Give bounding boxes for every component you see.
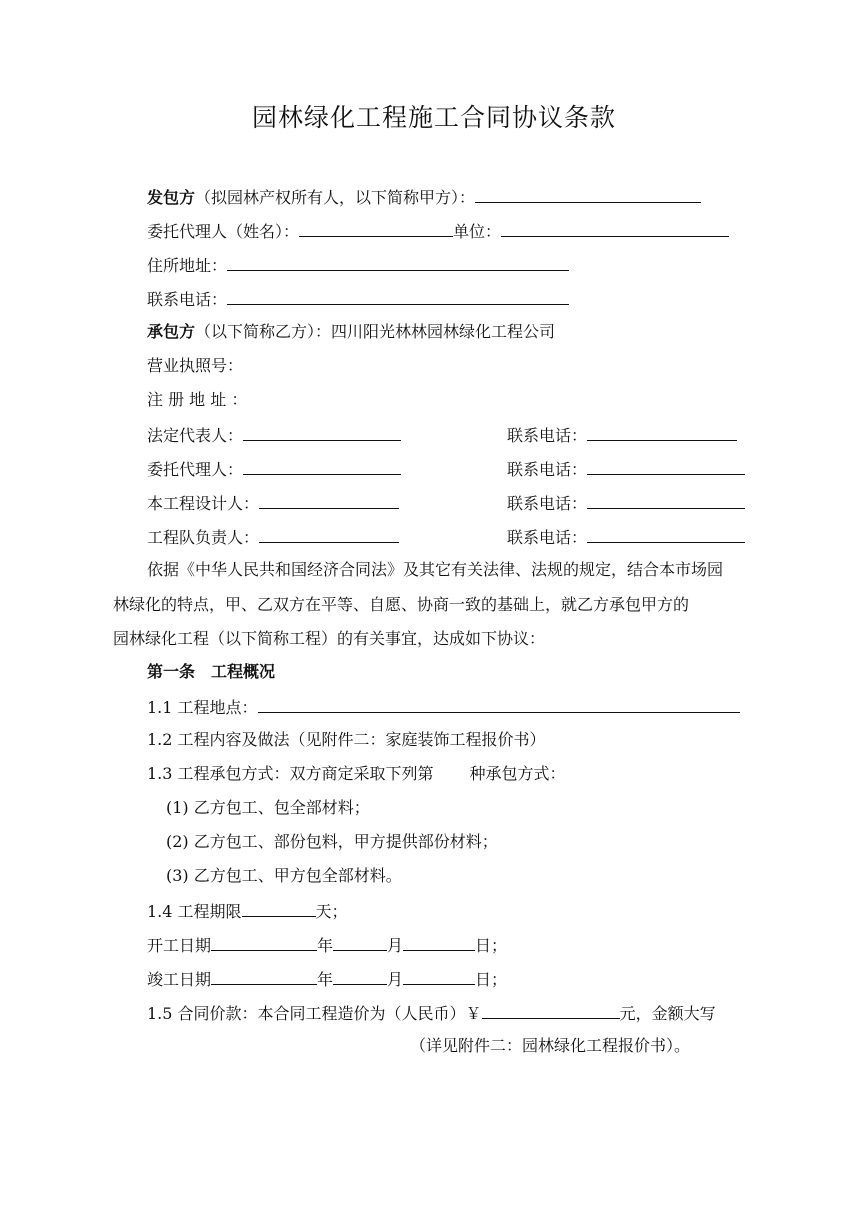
- start-day-unit: 日；: [475, 936, 508, 955]
- end-year-field[interactable]: [211, 968, 317, 985]
- party-b-agent-field[interactable]: [243, 458, 401, 475]
- legal-rep-phone-label: 联系电话：: [507, 426, 588, 445]
- article-1-heading: 第一条 工程概况: [147, 662, 276, 681]
- item-1-3-suffix: 种承包方式：: [469, 764, 566, 783]
- page-title: 园林绿化工程施工合同协议条款: [251, 103, 616, 132]
- team-leader-phone-field[interactable]: [587, 526, 745, 543]
- legal-rep-phone-field[interactable]: [587, 424, 737, 441]
- team-leader-phone-line: [507, 526, 745, 548]
- party-b-desc: （以下简称乙方）：四川阳光林林园林绿化工程公司: [195, 322, 556, 341]
- legal-rep-label: 法定代表人：: [147, 426, 244, 445]
- start-year-field[interactable]: [211, 934, 317, 951]
- party-b-legal-rep-line: [147, 424, 401, 446]
- item-1-2: 1.2 工程内容及做法（见附件二：家庭装饰工程报价书）: [147, 730, 546, 749]
- party-a-phone-label: 联系电话：: [147, 290, 228, 309]
- designer-label: 本工程设计人：: [147, 494, 260, 513]
- start-day-field[interactable]: [403, 934, 475, 951]
- team-leader-field[interactable]: [259, 526, 399, 543]
- item-1-5-unit: 元，金额大写: [619, 1004, 716, 1023]
- legal-rep-field[interactable]: [243, 424, 401, 441]
- start-year-unit: 年: [317, 936, 334, 955]
- designer-field[interactable]: [259, 492, 399, 509]
- option-2: (2) 乙方包工、部份包料，甲方提供部份材料；: [166, 832, 498, 851]
- party-a-phone-field[interactable]: [227, 288, 569, 305]
- item-1-4-label: 1.4 工程期限: [147, 902, 242, 921]
- party-a-desc: （拟园林产权所有人，以下简称甲方）：: [195, 188, 476, 207]
- item-1-4-unit: 天；: [315, 902, 348, 921]
- party-a-address-label: 住所地址：: [147, 256, 228, 275]
- team-leader-line: [147, 526, 399, 548]
- end-date-line: [147, 968, 507, 990]
- project-location-field[interactable]: [258, 696, 740, 713]
- contract-price-field[interactable]: [482, 1002, 620, 1019]
- party-b-reg-address-line: [147, 390, 247, 410]
- preamble-line-2: 林绿化的特点，甲、乙双方在平等、自愿、协商一致的基础上，就乙方承包甲方的: [113, 595, 690, 614]
- team-leader-phone-label: 联系电话：: [507, 528, 588, 547]
- party-a-agent-label: 委托代理人（姓名）：: [147, 222, 300, 241]
- end-month-unit: 月: [387, 970, 404, 989]
- party-b-agent-line: [147, 458, 401, 480]
- end-month-field[interactable]: [333, 968, 387, 985]
- option-3: (3) 乙方包工、甲方包全部材料。: [166, 866, 402, 885]
- party-a-label: 发包方: [147, 188, 196, 207]
- designer-phone-line: [507, 492, 745, 514]
- item-1-4-line: [147, 900, 348, 922]
- item-1-1-label: 1.1 工程地点：: [147, 698, 258, 717]
- party-a-line: [147, 186, 701, 208]
- party-a-address-field[interactable]: [227, 254, 569, 271]
- party-a-unit-field[interactable]: [501, 220, 729, 237]
- party-a-unit-label: 单位：: [453, 222, 502, 241]
- item-1-1-line: [147, 696, 740, 718]
- designer-phone-field[interactable]: [587, 492, 745, 509]
- party-a-agent-field[interactable]: [299, 220, 453, 237]
- party-a-address-line: [147, 254, 569, 276]
- legal-rep-phone-line: [507, 424, 737, 446]
- designer-phone-label: 联系电话：: [507, 494, 588, 513]
- team-leader-label: 工程队负责人：: [147, 528, 260, 547]
- party-b-license-label: 营业执照号：: [147, 356, 244, 375]
- start-date-line: [147, 934, 507, 956]
- party-b-agent-label: 委托代理人：: [147, 460, 244, 479]
- party-a-phone-line: [147, 288, 569, 310]
- end-day-unit: 日；: [475, 970, 508, 989]
- party-b-license-line: [147, 356, 243, 376]
- party-a-agent-line: [147, 220, 729, 242]
- preamble-line-3: 园林绿化工程（以下简称工程）的有关事宜，达成如下协议：: [113, 629, 546, 648]
- item-1-5-note: （详见附件二：园林绿化工程报价书）。: [410, 1036, 691, 1055]
- start-month-field[interactable]: [333, 934, 387, 951]
- item-1-5-line: [147, 1002, 716, 1024]
- party-b-agent-phone-line: [507, 458, 745, 480]
- party-a-name-field[interactable]: [475, 186, 701, 203]
- party-b-reg-address-label: 注 册 地 址 ：: [147, 390, 248, 409]
- party-b-agent-phone-label: 联系电话：: [507, 460, 588, 479]
- item-1-3-line: [147, 764, 566, 784]
- party-b-line: [147, 322, 555, 342]
- party-b-label: 承包方: [147, 322, 196, 341]
- option-1: (1) 乙方包工、包全部材料；: [166, 798, 370, 817]
- end-date-label: 竣工日期: [147, 970, 212, 989]
- duration-days-field[interactable]: [242, 900, 316, 917]
- end-day-field[interactable]: [403, 968, 475, 985]
- designer-line: [147, 492, 399, 514]
- item-1-3-label: 1.3 工程承包方式：双方商定采取下列第: [147, 764, 434, 783]
- end-year-unit: 年: [317, 970, 334, 989]
- start-date-label: 开工日期: [147, 936, 212, 955]
- item-1-5-label: 1.5 合同价款：本合同工程造价为（人民币）: [147, 1004, 466, 1023]
- party-b-agent-phone-field[interactable]: [587, 458, 745, 475]
- currency-symbol: ￥: [465, 1004, 482, 1023]
- preamble-line-1: 依据《中华人民共和国经济合同法》及其它有关法律、法规的规定，结合本市场园: [147, 560, 724, 579]
- start-month-unit: 月: [387, 936, 404, 955]
